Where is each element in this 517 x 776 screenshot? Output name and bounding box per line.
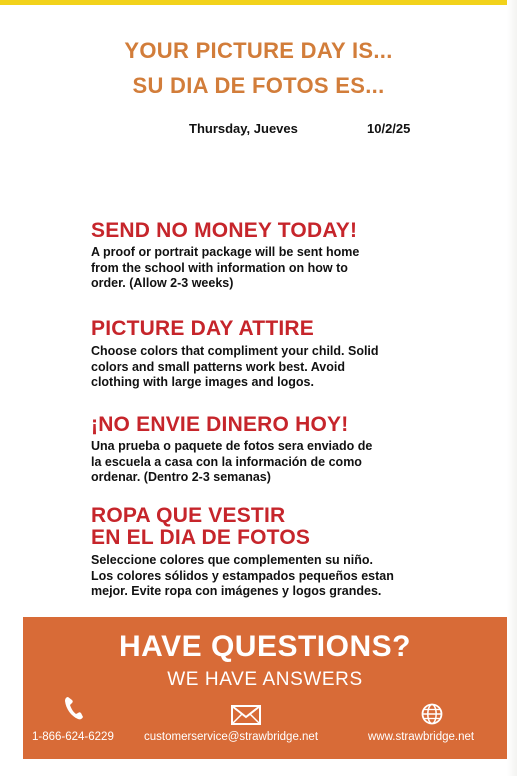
phone-number-link[interactable]: 1-866-624-6229	[32, 731, 114, 743]
paragraph-line: ordenar. (Dentro 2-3 semanas)	[91, 470, 271, 484]
paragraph-line: Seleccione colores que complementen su niño.	[91, 553, 374, 567]
paragraph-line: clothing with large images and logos.	[91, 375, 314, 389]
heading-no-envie-dinero	[91, 414, 348, 436]
paragraph-line: la escuela a casa con la información de como	[91, 454, 362, 469]
phone-icon	[63, 695, 85, 726]
page-edge-shadow	[507, 0, 517, 776]
title-spanish: SU DIA DE FOTOS ES...	[132, 73, 385, 98]
heading-picture-day-attire	[91, 318, 314, 340]
heading-line: EN EL DIA DE FOTOS	[91, 526, 311, 549]
title-english: YOUR PICTURE DAY IS...	[124, 38, 393, 63]
footer-subtitle: WE HAVE ANSWERS	[167, 669, 363, 690]
footer-title: HAVE QUESTIONS?	[119, 630, 411, 663]
paragraph-line: order. (Allow 2-3 weeks)	[91, 276, 234, 290]
globe-icon	[421, 703, 443, 730]
paragraph-ropa-que-vestir	[91, 553, 394, 600]
heading-line: ¡NO ENVIE DINERO HOY!	[91, 413, 349, 436]
paragraph-line: A proof or portrait package will be sent home	[91, 245, 360, 259]
heading-send-no-money	[91, 220, 357, 242]
paragraph-line: mejor. Evite ropa con imágenes y logos grandes.	[91, 584, 382, 598]
paragraph-no-envie-dinero	[91, 439, 372, 486]
paragraph-line: from the school with information on how to	[91, 260, 348, 275]
heading-line: PICTURE DAY ATTIRE	[91, 317, 314, 340]
paragraph-line: Choose colors that compliment your child. Solid	[91, 344, 379, 358]
envelope-icon	[231, 705, 261, 730]
top-accent-bar	[0, 0, 517, 5]
heading-line: ROPA QUE VESTIR	[91, 504, 286, 527]
paragraph-line: colors and small patterns work best. Avoid	[91, 359, 345, 374]
questions-footer-banner	[23, 617, 507, 759]
heading-line: SEND NO MONEY TODAY!	[91, 219, 358, 242]
paragraph-line: Una prueba o paquete de fotos sera enviado de	[91, 439, 373, 453]
heading-ropa-que-vestir	[91, 505, 310, 549]
paragraph-line: Los colores sólidos y estampados pequeños estan	[91, 568, 394, 583]
picture-day-weekday: Thursday, Jueves	[189, 121, 298, 136]
website-link[interactable]: www.strawbridge.net	[368, 731, 475, 743]
paragraph-send-no-money	[91, 245, 359, 292]
email-link[interactable]: customerservice@strawbridge.net	[144, 731, 319, 743]
paragraph-picture-day-attire	[91, 344, 379, 391]
picture-day-date: 10/2/25	[367, 121, 411, 136]
